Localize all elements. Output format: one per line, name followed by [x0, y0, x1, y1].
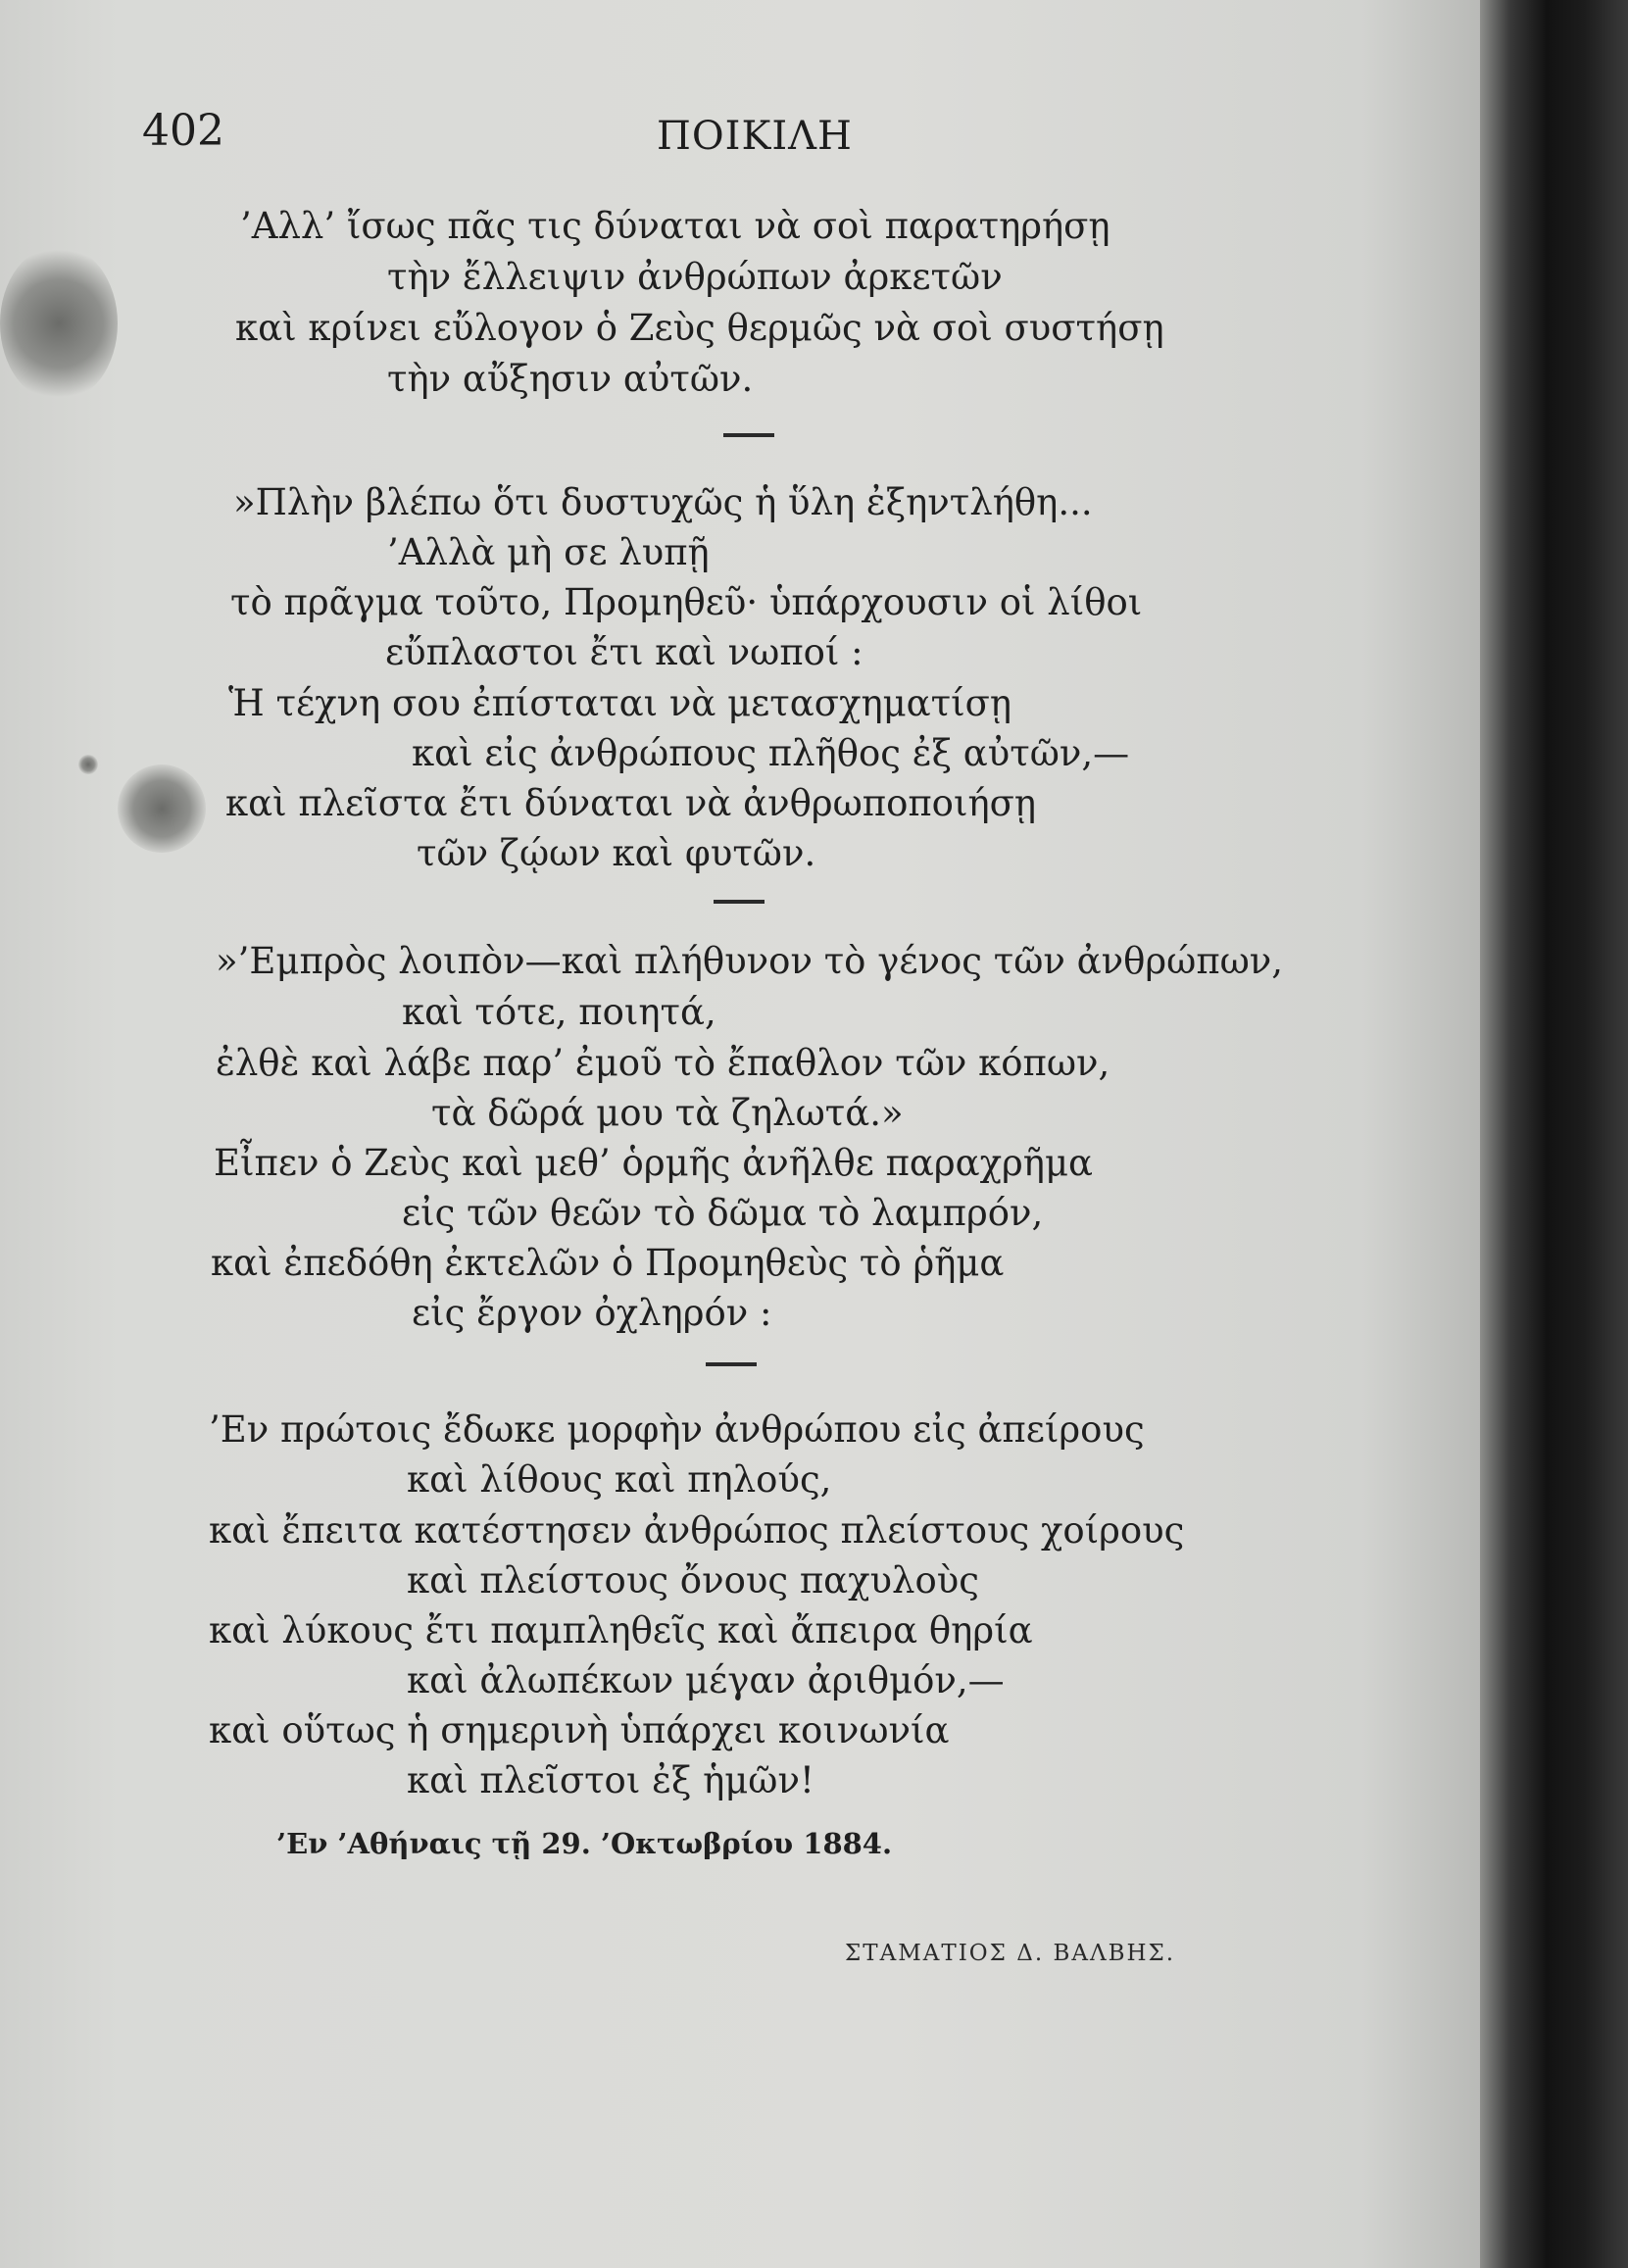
stanza-separator: [723, 433, 774, 437]
running-head: ΠΟΙΚΙΛΗ: [657, 114, 853, 159]
page-stain: [0, 245, 118, 402]
poem-line: καὶ οὕτως ἡ σημερινὴ ὑπάρχει κοινωνία: [209, 1709, 950, 1751]
poem-line: εἰς ἔργον ὀχληρόν :: [412, 1292, 772, 1334]
poem-line: καὶ πλείστους ὄνους παχυλοὺς: [407, 1559, 979, 1602]
poem-line: τὴν αὔξησιν αὐτῶν.: [387, 358, 754, 400]
poem-line: »Πλὴν βλέπω ὅτι δυστυχῶς ἡ ὕλη ἐξηντλήθη...: [233, 481, 1093, 523]
book-gutter: [1480, 0, 1628, 2268]
poem-line: καὶ ἔπειτα κατέστησεν ἀνθρώπος πλείστους χοίρους: [209, 1509, 1185, 1552]
page-stain: [118, 764, 206, 853]
poem-line: »’Εμπρὸς λοιπὸν—καὶ πλήθυνον τὸ γένος τῶν ἀνθρώπων,: [216, 940, 1284, 982]
stanza-separator: [714, 900, 765, 904]
poem-line: καὶ τότε, ποιητά,: [402, 991, 716, 1033]
poem-line: καὶ εἰς ἀνθρώπους πλῆθος ἐξ αὐτῶν,—: [412, 732, 1130, 774]
poem-line: τὸ πρᾶγμα τοῦτο, Προμηθεῦ· ὑπάρχουσιν οἱ λίθοι: [230, 581, 1143, 623]
poem-line: τῶν ζῴων καὶ φυτῶν.: [417, 832, 816, 874]
dateline: ’Εν ’Αθήναις τῇ 29. ’Οκτωβρίου 1884.: [276, 1827, 893, 1860]
page-stain: [78, 755, 98, 774]
poem-line: ’Εν πρώτοις ἔδωκε μορφὴν ἀνθρώπου εἰς ἀπείρους: [209, 1408, 1145, 1451]
poem-line: εἰς τῶν θεῶν τὸ δῶμα τὸ λαμπρόν,: [402, 1192, 1044, 1234]
poem-line: ’Αλλ’ ἴσως πᾶς τις δύναται νὰ σοὶ παρατηρήσῃ: [240, 205, 1110, 247]
poem-line: τὰ δῶρά μου τὰ ζηλωτά.»: [431, 1092, 904, 1134]
page-number: 402: [142, 106, 224, 156]
poem-line: εὔπλαστοι ἔτι καὶ νωποί :: [385, 631, 863, 673]
poem-line: Εἶπεν ὁ Ζεὺς καὶ μεθ’ ὁρμῆς ἀνῆλθε παραχρῆμα: [214, 1142, 1093, 1184]
poem-line: καὶ ἀλωπέκων μέγαν ἀριθμόν,—: [407, 1659, 1005, 1701]
poem-line: ἐλθὲ καὶ λάβε παρ’ ἐμοῦ τὸ ἔπαθλον τῶν κόπων,: [216, 1042, 1110, 1084]
poem-line: τὴν ἔλλειψιν ἀνθρώπων ἀρκετῶν: [387, 256, 1003, 298]
poem-line: καὶ λίθους καὶ πηλούς,: [407, 1458, 832, 1501]
author-signature: ΣΤΑΜΑΤΙΟΣ Δ. ΒΑΛΒΗΣ.: [845, 1941, 1176, 1966]
poem-line: καὶ πλεῖστα ἔτι δύναται νὰ ἀνθρωποποιήσῃ: [225, 782, 1037, 824]
poem-line: καὶ ἐπεδόθη ἐκτελῶν ὁ Προμηθεὺς τὸ ῥῆμα: [211, 1242, 1005, 1284]
poem-line: καὶ κρίνει εὔλογον ὁ Ζεὺς θερμῶς νὰ σοὶ συστήσῃ: [235, 307, 1164, 349]
stanza-separator: [706, 1362, 757, 1366]
poem-line: καὶ λύκους ἔτι παμπληθεῖς καὶ ἄπειρα θηρία: [209, 1609, 1033, 1652]
poem-line: Ἡ τέχνη σου ἐπίσταται νὰ μετασχηματίσῃ: [228, 682, 1012, 724]
poem-line: καὶ πλεῖστοι ἐξ ἡμῶν!: [407, 1759, 814, 1801]
poem-line: ’Αλλὰ μὴ σε λυπῇ: [387, 531, 710, 573]
